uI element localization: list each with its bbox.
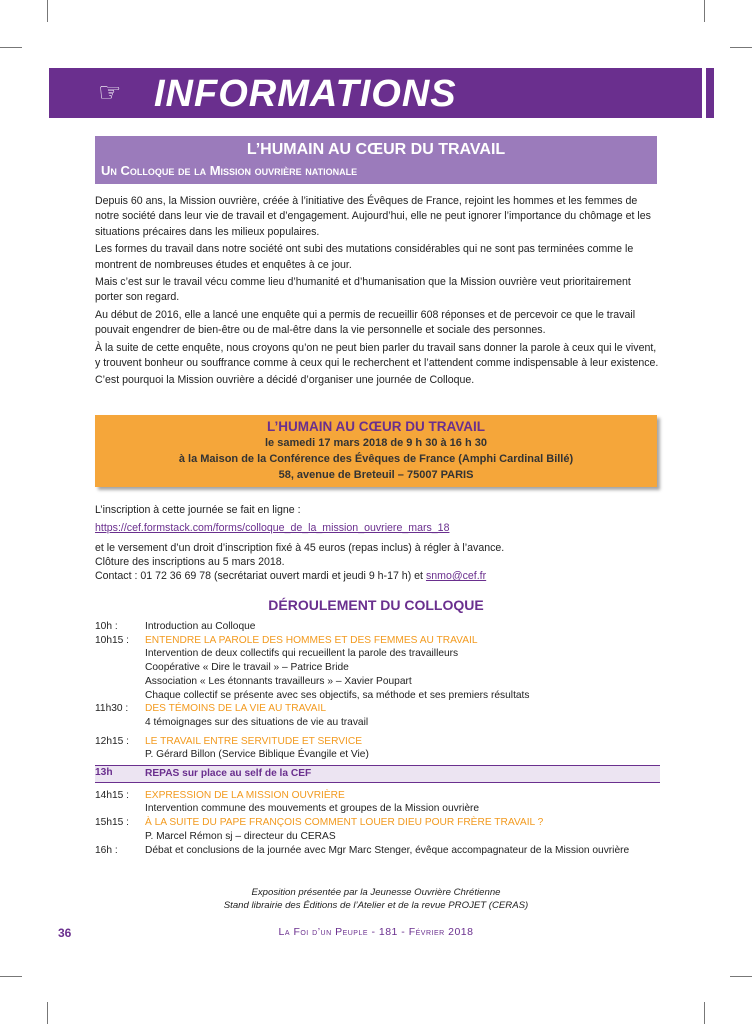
header-banner-tab (706, 68, 714, 118)
lunch-row (95, 765, 660, 783)
registration-link[interactable]: https://cef.formstack.com/forms/colloque_de_la_mission_ouvriere_mars_18 (95, 522, 450, 534)
exposition-note (95, 886, 657, 912)
intro-text (95, 194, 660, 391)
schedule-item (95, 702, 660, 729)
page-number: 36 (58, 926, 72, 940)
section-title: L’HUMAIN AU CŒUR DU TRAVAIL (246, 141, 506, 158)
schedule-line: P. Gérard Billon (Service Biblique Évangile et Vie) (145, 749, 369, 761)
crop-mark (730, 47, 752, 48)
program-title: DÉROULEMENT DU COLLOQUE (268, 597, 484, 613)
crop-mark (47, 1002, 48, 1024)
registration-fee: et le versement d’un droit d’inscription fixé à 45 euros (repas inclus) à régler à l’avance. (95, 542, 505, 554)
schedule-time: 11h30 : (95, 703, 129, 715)
event-venue: à la Maison de la Conférence des Évêques de France (Amphi Cardinal Billé) (178, 453, 574, 465)
crop-mark (0, 47, 22, 48)
schedule-topic: EXPRESSION DE LA MISSION OUVRIÈRE (145, 789, 345, 801)
schedule-time: 15h15 : (95, 817, 129, 829)
crop-mark (704, 1002, 705, 1024)
crop-mark (0, 976, 22, 977)
schedule-item (95, 844, 660, 858)
schedule-topic: ENTENDRE LA PAROLE DES HOMMES ET DES FEMMES AU TRAVAIL (145, 634, 478, 646)
event-title: L’HUMAIN AU CŒUR DU TRAVAIL (267, 419, 485, 434)
schedule-line: Intervention commune des mouvements et groupes de la Mission ouvrière (145, 803, 480, 815)
pointing-hand-icon: ☞ (98, 78, 122, 108)
schedule-line: P. Marcel Rémon sj – directeur du CERAS (145, 830, 336, 842)
banner-title: INFORMATIONS (154, 73, 457, 115)
intro-paragraph: Depuis 60 ans, la Mission ouvrière, créée à l’initiative des Évêques de France, rejoint les hommes et les femmes de notre société dans leur vie de travail et d’engagement. Aujourd’hui, elle ne peut ignorer l’importance du chômage et les situations précaires dans les milieux populaires. (95, 195, 651, 238)
event-address: 58, avenue de Breteuil – 75007 PARIS (278, 469, 474, 481)
schedule-line: Intervention de deux collectifs qui recueillent la parole des travailleurs (145, 648, 459, 660)
registration-closing: Clôture des inscriptions au 5 mars 2018. (95, 556, 285, 568)
schedule-item (95, 620, 660, 634)
schedule-time: 12h15 : (95, 735, 129, 747)
schedule-time: 16h : (95, 844, 118, 856)
intro-paragraph: Les formes du travail dans notre société ont subi des mutations considérables qui ne sont pas terminées comme le montrent de nombreuses études et enquêtes à ce jour. (95, 243, 634, 271)
intro-paragraph: C’est pourquoi la Mission ouvrière a décidé d’organiser une journée de Colloque. (95, 374, 475, 387)
event-box (95, 415, 657, 487)
schedule-line: Association « Les étonnants travailleurs » – Xavier Poupart (145, 675, 412, 687)
schedule-item (95, 735, 660, 762)
crop-mark (704, 0, 705, 22)
schedule-topic: LE TRAVAIL ENTRE SERVITUDE ET SERVICE (145, 735, 363, 747)
lunch-time: 13h (95, 767, 113, 779)
event-date: le samedi 17 mars 2018 de 9 h 30 à 16 h 30 (265, 437, 487, 449)
registration-contact (95, 569, 655, 583)
schedule-item (95, 816, 660, 843)
contact-email-link[interactable]: snmo@cef.fr (425, 570, 487, 582)
intro-paragraph: Mais c’est sur le travail vécu comme lieu d’humanité et d’humanisation que la Mission ouvrière veut prioritairement porter son regard. (95, 276, 631, 304)
contact-text: Contact : 01 72 36 69 78 (secrétariat ouvert mardi et jeudi 9 h-17 h) et (95, 570, 426, 582)
footer-text: La Foi d’un Peuple - 181 - Février 2018 (278, 926, 474, 938)
lunch-label: REPAS sur place au self de la CEF (145, 768, 312, 780)
intro-paragraph: À la suite de cette enquête, nous croyons qu’on ne peut bien parler du travail sans donner la parole à ceux qui le vivent, y trouvent bonheur ou souffrance comme à ceux qui le recherchent et l’attendent comme indispensable à leur existence. (95, 341, 659, 370)
exposition-line: Exposition présentée par la Jeunesse Ouvrière Chrétienne (251, 887, 501, 898)
crop-mark (730, 976, 752, 977)
exposition-line: Stand librairie des Éditions de l’Atelier et de la revue PROJET (CERAS) (223, 900, 529, 911)
schedule-item (95, 789, 660, 816)
schedule-time: 10h : (95, 621, 118, 632)
schedule-line: Introduction au Colloque (145, 621, 256, 632)
registration-intro: L’inscription à cette journée se fait en ligne : (95, 504, 301, 516)
schedule-line: Coopérative « Dire le travail » – Patrice Bride (145, 662, 349, 674)
schedule-time: 14h15 : (95, 789, 129, 801)
schedule-topic: À LA SUITE DU PAPE FRANÇOIS COMMENT LOUER DIEU POUR FRÈRE TRAVAIL ? (145, 817, 544, 829)
crop-mark (47, 0, 48, 22)
intro-paragraph: Au début de 2016, elle a lancé une enquête qui a permis de recueillir 608 réponses et de percevoir ce que le travail pouvait engendrer de bien-être ou de mal-être dans la vie personnelle et sociale des personnes. (95, 308, 636, 337)
schedule-line: Chaque collectif se présente avec ses objectifs, sa méthode et ses premiers résultats (145, 689, 530, 701)
program-schedule (95, 620, 660, 857)
schedule-time: 10h15 : (95, 634, 129, 646)
section-subtitle: Un Colloque de la Mission ouvrière nationale (101, 163, 358, 178)
section-header (95, 136, 657, 184)
schedule-topic: DES TÉMOINS DE LA VIE AU TRAVAIL (145, 703, 326, 715)
schedule-line: Débat et conclusions de la journée avec Mgr Marc Stenger, évêque accompagnateur de la Mission ouvrière (145, 844, 630, 856)
registration-info (95, 503, 655, 583)
schedule-line: 4 témoignages sur des situations de vie au travail (145, 716, 369, 728)
schedule-item (95, 634, 660, 703)
